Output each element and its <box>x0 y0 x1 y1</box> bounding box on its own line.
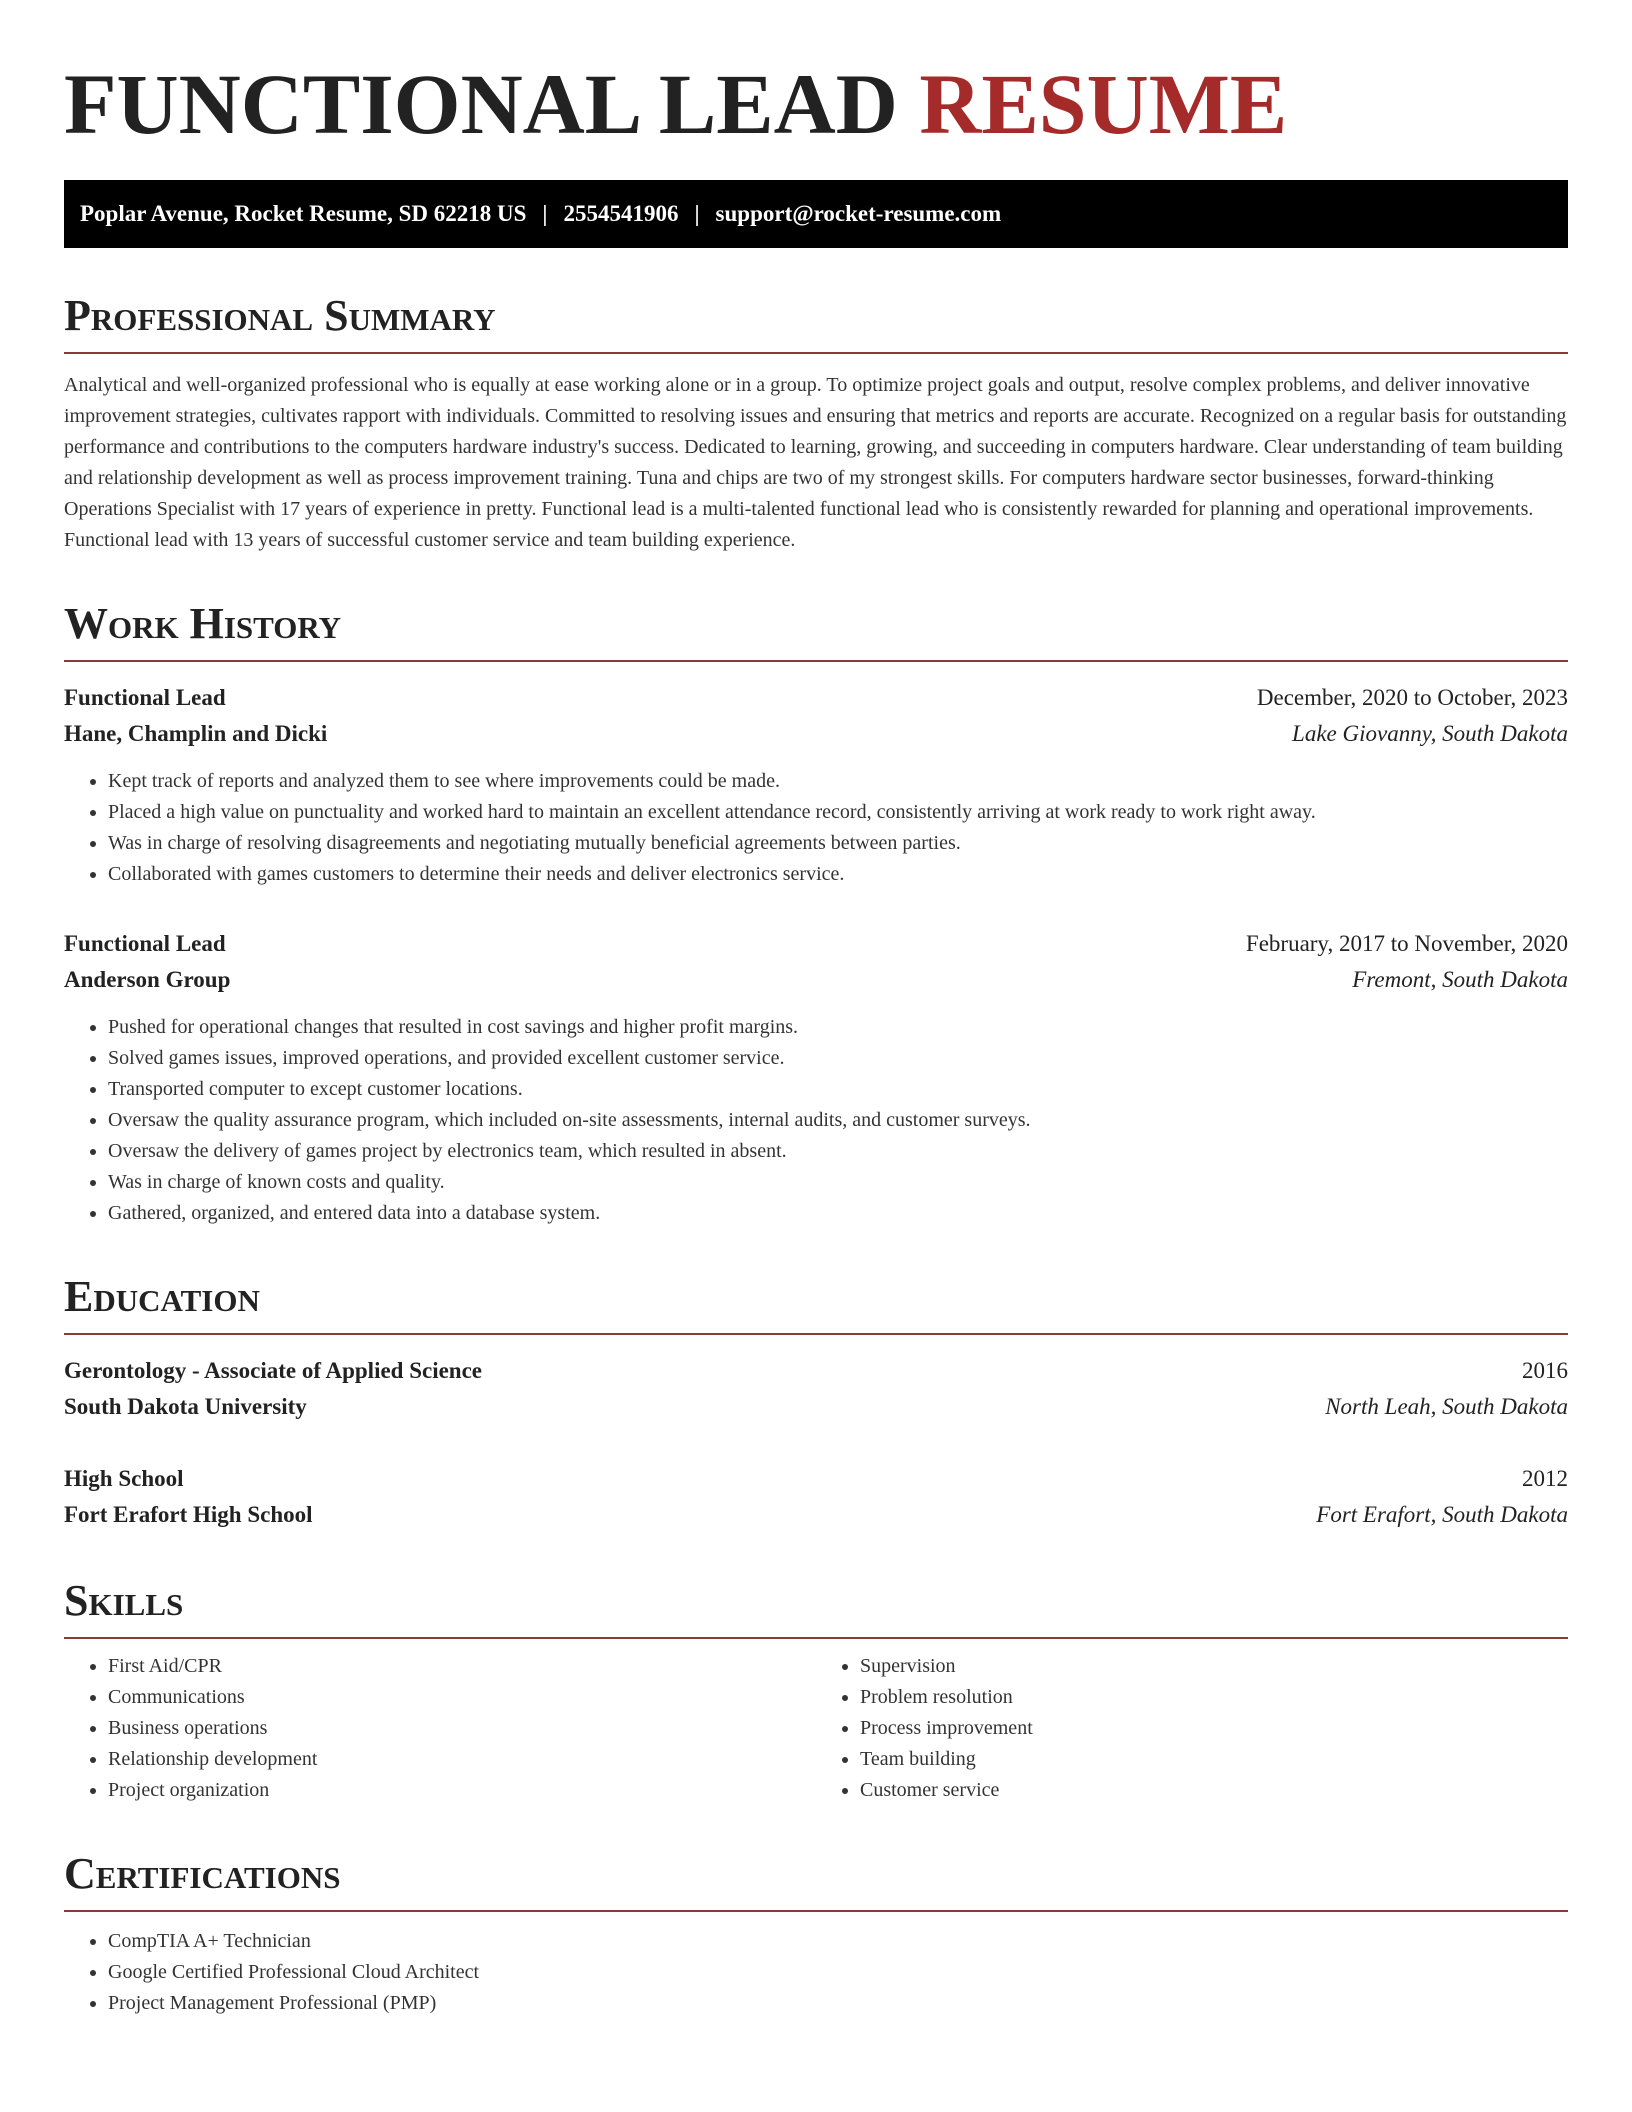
contact-separator: | <box>542 201 548 226</box>
job-bullets <box>64 1012 1568 1229</box>
contact-address: Poplar Avenue, Rocket Resume, SD 62218 US <box>80 201 527 226</box>
contact-phone: 2554541906 <box>563 201 679 226</box>
job-location: Lake Giovanny, South Dakota <box>1292 721 1568 746</box>
work-history-section <box>64 600 1568 1229</box>
job-entry <box>64 926 1568 1229</box>
contact-separator: | <box>694 201 700 226</box>
list-item: • Supervision <box>860 1651 1568 1682</box>
job-dates: February, 2017 to November, 2020 <box>1245 931 1568 956</box>
skills-columns <box>64 1651 1568 1806</box>
job-company: Hane, Champlin and Dicki <box>64 721 328 746</box>
list-item: • Placed a high value on punctuality and worked hard to maintain an excellent attendance record, consistently arriving at work ready to work right away. <box>108 797 1568 828</box>
contact-email: support@rocket-resume.com <box>715 201 1002 226</box>
list-item: • Process improvement <box>860 1713 1568 1744</box>
list-item: • Solved games issues, improved operations, and provided excellent customer service. <box>108 1043 1568 1074</box>
list-item: • Team building <box>860 1744 1568 1775</box>
education-location: Fort Erafort, South Dakota <box>1316 1502 1568 1527</box>
list-item: • Project organization <box>108 1775 816 1806</box>
list-item: • Google Certified Professional Cloud Architect <box>108 1957 1568 1988</box>
work-history-heading: Work History <box>64 600 1568 662</box>
summary-heading: Professional Summary <box>64 292 1568 354</box>
list-item: • Pushed for operational changes that resulted in cost savings and higher profit margins. <box>108 1012 1568 1043</box>
resume-title <box>64 58 1568 150</box>
list-item: • Project Management Professional (PMP) <box>108 1988 1568 2019</box>
job-title: Functional Lead <box>64 685 226 710</box>
certifications-section <box>64 1850 1568 2019</box>
list-item: • First Aid/CPR <box>108 1651 816 1682</box>
job-entry <box>64 680 1568 890</box>
education-school: Fort Erafort High School <box>64 1502 313 1527</box>
skills-list-right <box>816 1651 1568 1806</box>
title-accent: RESUME <box>919 56 1288 152</box>
skills-section <box>64 1577 1568 1806</box>
education-school: South Dakota University <box>64 1394 307 1419</box>
list-item: • CompTIA A+ Technician <box>108 1926 1568 1957</box>
list-item: • Gathered, organized, and entered data into a database system. <box>108 1198 1568 1229</box>
summary-text: Analytical and well-organized professional who is equally at ease working alone or in a group. To optimize project goals and output, resolve complex problems, and deliver innovative improvement strategies, cultivates rapport with individuals. Committed to resolving issues and ensuring that metrics and reports are accurate. Recognized on a regular basis for outstanding performance and contributions to the computers hardware industry's success. Dedicated to learning, growing, and succeeding in computers hardware. Clear understanding of team building and relationship development as well as process improvement training. Tuna and chips are two of my strongest skills. For computers hardware sector businesses, forward-thinking Operations Specialist with 17 years of experience in pretty. Functional lead is a multi-talented functional lead who is consistently rewarded for planning and operational improvements. Functional lead with 13 years of successful customer service and team building experience. <box>64 374 1567 551</box>
title-main: FUNCTIONAL LEAD <box>64 56 898 152</box>
list-item: • Business operations <box>108 1713 816 1744</box>
education-year: 2016 <box>1522 1358 1568 1383</box>
education-entry <box>64 1353 1568 1425</box>
job-company: Anderson Group <box>64 967 231 992</box>
education-degree: High School <box>64 1466 184 1491</box>
list-item: • Was in charge of resolving disagreements and negotiating mutually beneficial agreements between parties. <box>108 828 1568 859</box>
certifications-list <box>64 1926 1568 2019</box>
education-section <box>64 1273 1568 1533</box>
education-degree: Gerontology - Associate of Applied Science <box>64 1358 483 1383</box>
skills-list-left <box>64 1651 816 1806</box>
list-item: • Was in charge of known costs and quality. <box>108 1167 1568 1198</box>
job-dates: December, 2020 to October, 2023 <box>1256 685 1568 710</box>
job-title: Functional Lead <box>64 931 226 956</box>
contact-bar <box>64 180 1568 248</box>
job-location: Fremont, South Dakota <box>1352 967 1568 992</box>
education-heading: Education <box>64 1273 1568 1335</box>
education-location: North Leah, South Dakota <box>1325 1394 1568 1419</box>
list-item: • Communications <box>108 1682 816 1713</box>
list-item: • Problem resolution <box>860 1682 1568 1713</box>
job-bullets <box>64 766 1568 890</box>
summary-section <box>64 292 1568 556</box>
list-item: • Transported computer to except customer locations. <box>108 1074 1568 1105</box>
list-item: • Kept track of reports and analyzed them to see where improvements could be made. <box>108 766 1568 797</box>
certifications-heading: Certifications <box>64 1850 1568 1912</box>
education-entry <box>64 1461 1568 1533</box>
list-item: • Customer service <box>860 1775 1568 1806</box>
list-item: • Relationship development <box>108 1744 816 1775</box>
list-item: • Oversaw the quality assurance program, which included on-site assessments, internal audits, and customer surveys. <box>108 1105 1568 1136</box>
skills-heading: Skills <box>64 1577 1568 1639</box>
list-item: • Collaborated with games customers to determine their needs and deliver electronics service. <box>108 859 1568 890</box>
education-year: 2012 <box>1522 1466 1568 1491</box>
list-item: • Oversaw the delivery of games project by electronics team, which resulted in absent. <box>108 1136 1568 1167</box>
